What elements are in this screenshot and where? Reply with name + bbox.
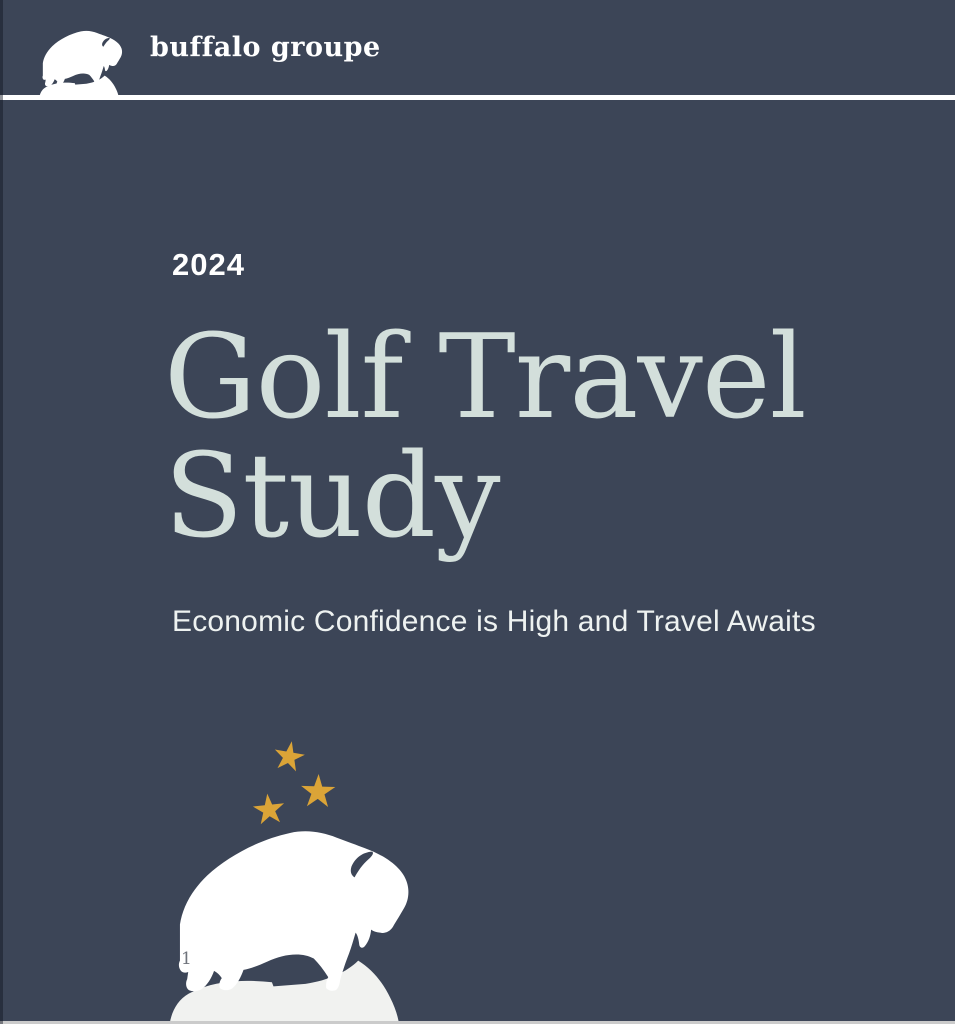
report-year: 2024 bbox=[172, 247, 245, 282]
header bbox=[0, 0, 955, 100]
three-gold-stars-icon bbox=[245, 735, 340, 830]
star-icon bbox=[252, 792, 286, 825]
buffalo-illustration bbox=[166, 826, 414, 1024]
window-left-edge bbox=[0, 0, 3, 1024]
star-icon bbox=[272, 739, 307, 773]
brand-name: buffalo groupe bbox=[150, 32, 381, 63]
page-number: 1 bbox=[181, 949, 192, 969]
report-title-line-1: Golf Travel bbox=[164, 310, 806, 445]
star-icon bbox=[300, 773, 335, 807]
illustration-bison-shape bbox=[179, 831, 409, 991]
report-title-line-2: Study bbox=[164, 429, 500, 564]
report-subtitle: Economic Confidence is High and Travel Awaits bbox=[172, 605, 816, 638]
report-title bbox=[164, 310, 806, 564]
logo-bison-shape bbox=[42, 31, 122, 86]
buffalo-logo-icon bbox=[38, 29, 124, 99]
